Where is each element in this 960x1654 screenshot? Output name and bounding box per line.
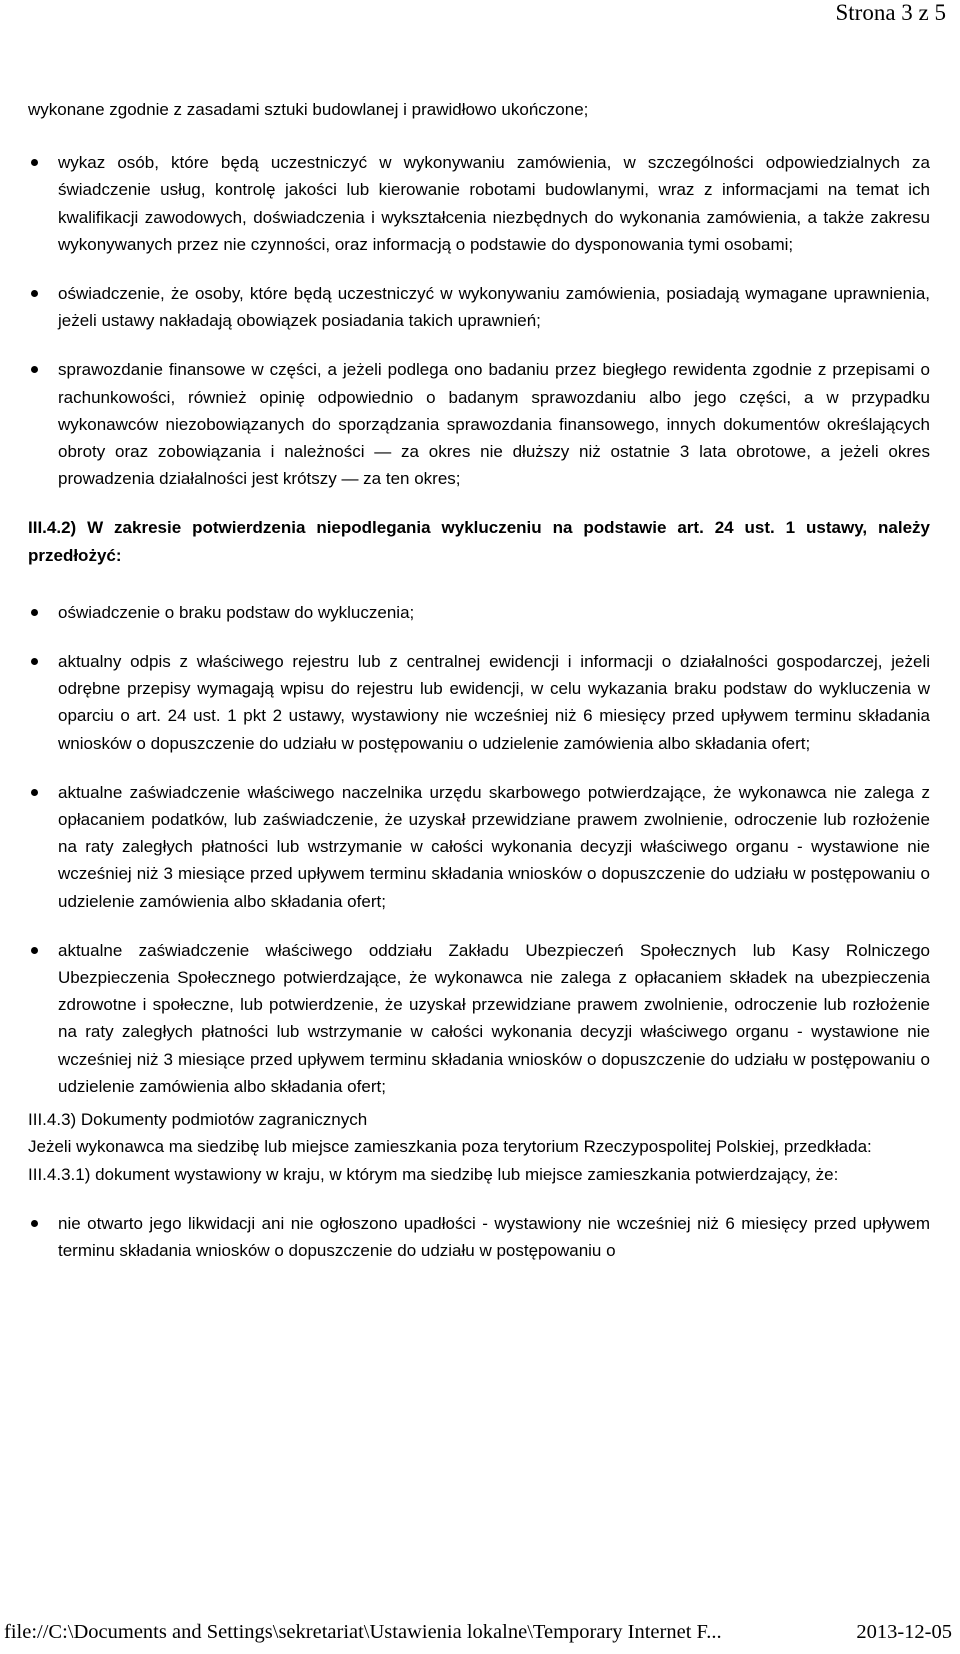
page-number: Strona 3 z 5	[835, 0, 946, 25]
paragraph-podmioty-zagraniczne: Jeżeli wykonawca ma siedzibę lub miejsce zamieszkania poza terytorium Rzeczypospolitej Polskiej, przedkłada:	[28, 1137, 872, 1157]
page-footer	[0, 1618, 960, 1654]
section-heading-iii-4-3: III.4.3) Dokumenty podmiotów zagranicznych	[28, 1110, 368, 1130]
footer-file-path: file://C:\Documents and Settings\sekretariat\Ustawienia lokalne\Temporary Internet F...	[4, 1621, 722, 1643]
paragraph-iii-4-3-1: III.4.3.1) dokument wystawiony w kraju, w którym ma siedzibę lub miejsce zamieszkania potwierdzający, że:	[28, 1164, 839, 1184]
list-item-zaswiadczenie-us: aktualne zaświadczenie właściwego naczelnika urzędu skarbowego potwierdzające, że wykonawca nie zalega z opłacaniem podatków, lub zaświadczenie, że uzyskał przewidziane prawem zwolnienie, odroczenie lub rozłożenie na raty zaległych płatności lub wstrzymanie w całości wykonania decyzji właściwego organu - wystawione nie wcześniej niż 3 miesiące przed upływem terminu składania wniosków o dopuszczenie do udziału w postępowaniu o udzielenie zamówienia albo składania ofert;	[28, 779, 930, 915]
continued-item-text: wykonane zgodnie z zasadami sztuki budowlanej i prawidłowo ukończone;	[28, 100, 589, 119]
list-item-wykaz-osob: wykaz osób, które będą uczestniczyć w wykonywaniu zamówienia, w szczególności odpowiedzialnych za świadczenie usług, kontrolę jakości lub kierowanie robotami budowlanymi, wraz z informacjami na temat ich kwalifikacji zawodowych, doświadczenia i wykształcenia niezbędnych do wykonania zamówienia, a także zakresu wykonywanych przez nie czynności, oraz informacją o podstawie do dysponowania tymi osobami;	[28, 149, 930, 258]
footer-date: 2013-12-05	[856, 1621, 952, 1643]
list-item-zaswiadczenie-zus: aktualne zaświadczenie właściwego oddziału Zakładu Ubezpieczeń Społecznych lub Kasy Rolniczego Ubezpieczenia Społecznego potwierdzające, że wykonawca nie zalega z opłacaniem składek na ubezpieczenia zdrowotne i społeczne, lub potwierdzenie, że uzyskał przewidziane prawem zwolnienie, odroczenie lub rozłożenie na raty zaległych płatności lub wstrzymanie w całości wykonania decyzji właściwego organu - wystawione nie wcześniej niż 3 miesiące przed upływem terminu składania wniosków o dopuszczenie do udziału w postępowaniu o udzielenie zamówienia albo składania ofert;	[28, 937, 930, 1100]
document-body	[28, 96, 930, 1264]
section-heading-iii-4-2: III.4.2) W zakresie potwierdzenia niepodlegania wykluczeniu na podstawie art. 24 ust. 1 ustawy, należy przedłożyć:	[28, 518, 930, 565]
list-item-likwidacja: nie otwarto jego likwidacji ani nie ogłoszono upadłości - wystawiony nie wcześniej niż 6 miesięcy przed upływem terminu składania wniosków o dopuszczenie do udziału w postępowaniu o	[28, 1210, 930, 1264]
list-item-oswiadczenie-uprawnienia: oświadczenie, że osoby, które będą uczestniczyć w wykonywaniu zamówienia, posiadają wymagane uprawnienia, jeżeli ustawy nakładają obowiązek posiadania takich uprawnień;	[28, 280, 930, 334]
list-item-odpis-rejestru: aktualny odpis z właściwego rejestru lub z centralnej ewidencji i informacji o działalności gospodarczej, jeżeli odrębne przepisy wymagają wpisu do rejestru lub ewidencji, w celu wykazania braku podstaw do wykluczenia w oparciu o art. 24 ust. 1 pkt 2 ustawy, wystawiony nie wcześniej niż 6 miesięcy przed upływem terminu składania wniosków o dopuszczenie do udziału w postępowaniu o udzielenie zamówienia albo składania ofert;	[28, 648, 930, 757]
list-item-sprawozdanie-finansowe: sprawozdanie finansowe w części, a jeżeli podlega ono badaniu przez biegłego rewidenta zgodnie z przepisami o rachunkowości, również opinię odpowiednio o badanym sprawozdaniu albo jego części, a w przypadku wykonawców niezobowiązanych do sporządzania sprawozdania finansowego, innych dokumentów określających obroty oraz zobowiązania i należności — za okres nie dłuższy niż ostatnie 3 lata obrotowe, a jeżeli okres prowadzenia działalności jest krótszy — za ten okres;	[28, 356, 930, 492]
list-item-oswiadczenie-wykluczenie: oświadczenie o braku podstaw do wykluczenia;	[28, 599, 930, 626]
